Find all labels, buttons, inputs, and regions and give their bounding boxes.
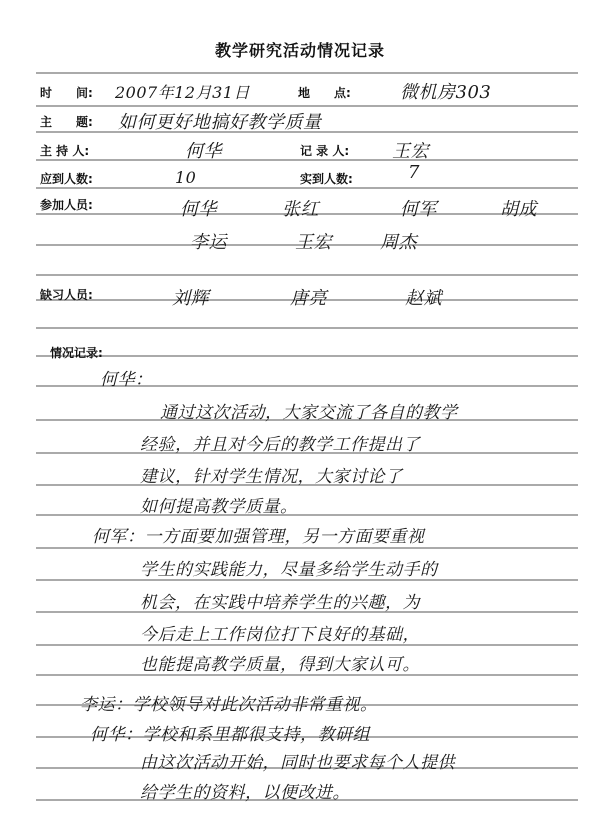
note-line: 何华：学校和系里都很支持，教研组 bbox=[90, 725, 370, 745]
note-line: 何华： bbox=[100, 370, 153, 390]
note-line: 学生的实践能力，尽量多给学生动手的 bbox=[140, 560, 438, 580]
topic-value: 如何更好地搞好教学质量 bbox=[118, 112, 322, 133]
note-line: 给学生的资料，以便改进。 bbox=[140, 783, 350, 803]
note-line: 今后走上工作岗位打下良好的基础， bbox=[140, 625, 420, 645]
expected-label: 应到人数: bbox=[40, 172, 93, 186]
note-line: 也能提高教学质量，得到大家认可。 bbox=[140, 655, 420, 675]
host-value: 何华 bbox=[185, 141, 222, 162]
attendee-name: 张红 bbox=[282, 199, 319, 220]
absent-name: 刘辉 bbox=[172, 288, 209, 309]
note-line: 如何提高教学质量。 bbox=[140, 497, 298, 517]
actual-label: 实到人数: bbox=[300, 172, 353, 186]
attendee-name: 何军 bbox=[400, 199, 437, 220]
absent-name: 唐亮 bbox=[290, 288, 327, 309]
place-value: 微机房303 bbox=[400, 82, 492, 103]
attendee-name: 王宏 bbox=[295, 232, 332, 253]
recorder-value: 王宏 bbox=[392, 141, 429, 162]
attendee-name: 胡成 bbox=[500, 199, 537, 220]
page-title: 教学研究活动情况记录 bbox=[214, 41, 385, 60]
note-line: 通过这次活动，大家交流了各自的教学 bbox=[160, 403, 458, 423]
note-line: 机会，在实践中培养学生的兴趣，为 bbox=[140, 593, 420, 613]
expected-value: 10 bbox=[175, 168, 197, 187]
attendee-name: 何华 bbox=[180, 199, 217, 220]
attendee-name: 周杰 bbox=[380, 232, 417, 253]
time-value: 2007年12月31日 bbox=[115, 83, 250, 102]
note-line: 李运：学校领导对此次活动非常重视。 bbox=[80, 695, 378, 715]
topic-label: 主 题: bbox=[40, 115, 93, 129]
attendees-label: 参加人员: bbox=[40, 198, 93, 212]
note-line: 经验，并且对今后的教学工作提出了 bbox=[140, 435, 420, 455]
note-line: 由这次活动开始，同时也要求每个人提供 bbox=[140, 753, 455, 773]
absent-label: 缺习人员: bbox=[40, 288, 93, 302]
time-label: 时 间: bbox=[40, 86, 93, 100]
place-label: 地 点: bbox=[298, 86, 351, 100]
recorder-label: 记 录 人: bbox=[300, 144, 350, 158]
attendee-name: 李运 bbox=[190, 232, 227, 253]
absent-name: 赵斌 bbox=[405, 288, 442, 309]
note-line: 建议，针对学生情况，大家讨论了 bbox=[140, 467, 403, 487]
notes-label: 情况记录: bbox=[50, 346, 103, 360]
note-line: 何军：一方面要加强管理，另一方面要重视 bbox=[92, 527, 425, 547]
actual-value: 7 bbox=[408, 162, 420, 183]
host-label: 主 持 人: bbox=[40, 144, 90, 158]
